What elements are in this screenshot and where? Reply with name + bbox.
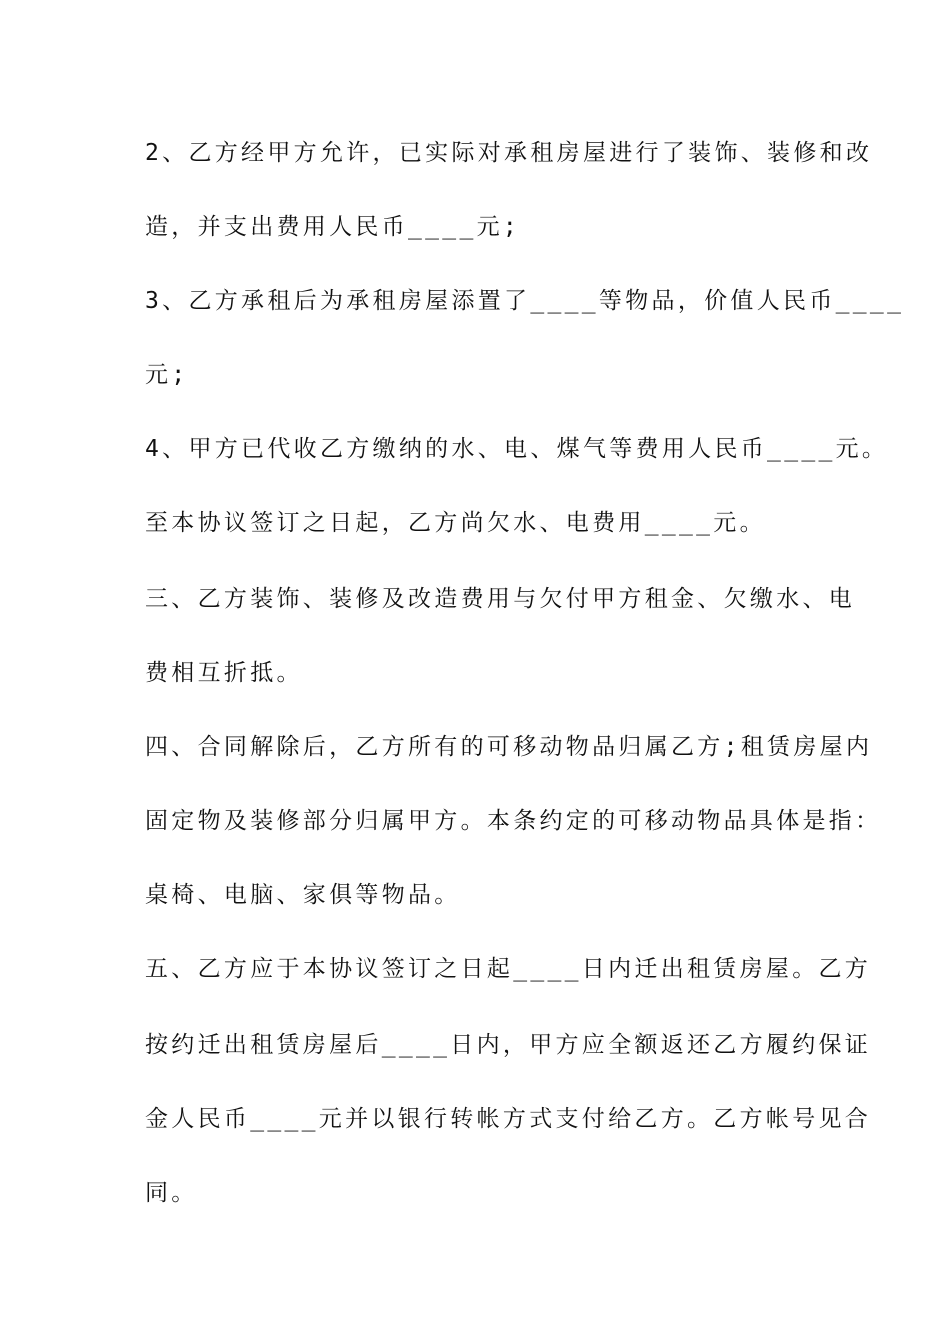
document-line: 金人民币____元并以银行转帐方式支付给乙方。乙方帐号见合 [145, 1106, 872, 1132]
document-line: 元; [145, 362, 189, 388]
document-line: 4、甲方已代收乙方缴纳的水、电、煤气等费用人民币____元。 [145, 436, 889, 462]
document-line: 四、合同解除后，乙方所有的可移动物品归属乙方;租赁房屋内 [145, 734, 873, 760]
document-line: 费相互折抵。 [145, 660, 303, 686]
document-line: 三、乙方装饰、装修及改造费用与欠付甲方租金、欠缴水、电 [145, 586, 856, 612]
document-line: 至本协议签订之日起，乙方尚欠水、电费用____元。 [145, 510, 766, 536]
document-line: 2、乙方经甲方允许，已实际对承租房屋进行了装饰、装修和改 [145, 140, 873, 166]
document-line: 同。 [145, 1180, 198, 1206]
document-line: 桌椅、电脑、家俱等物品。 [145, 882, 461, 908]
document-line: 3、乙方承租后为承租房屋添置了____等物品，价值人民币____ [145, 288, 905, 314]
document-line: 按约迁出租赁房屋后____日内，甲方应全额返还乙方履约保证 [145, 1032, 872, 1058]
document-line: 五、乙方应于本协议签订之日起____日内迁出租赁房屋。乙方 [145, 956, 872, 982]
document-line: 固定物及装修部分归属甲方。本条约定的可移动物品具体是指： [145, 808, 882, 834]
document-line: 造，并支出费用人民币____元; [145, 214, 521, 240]
